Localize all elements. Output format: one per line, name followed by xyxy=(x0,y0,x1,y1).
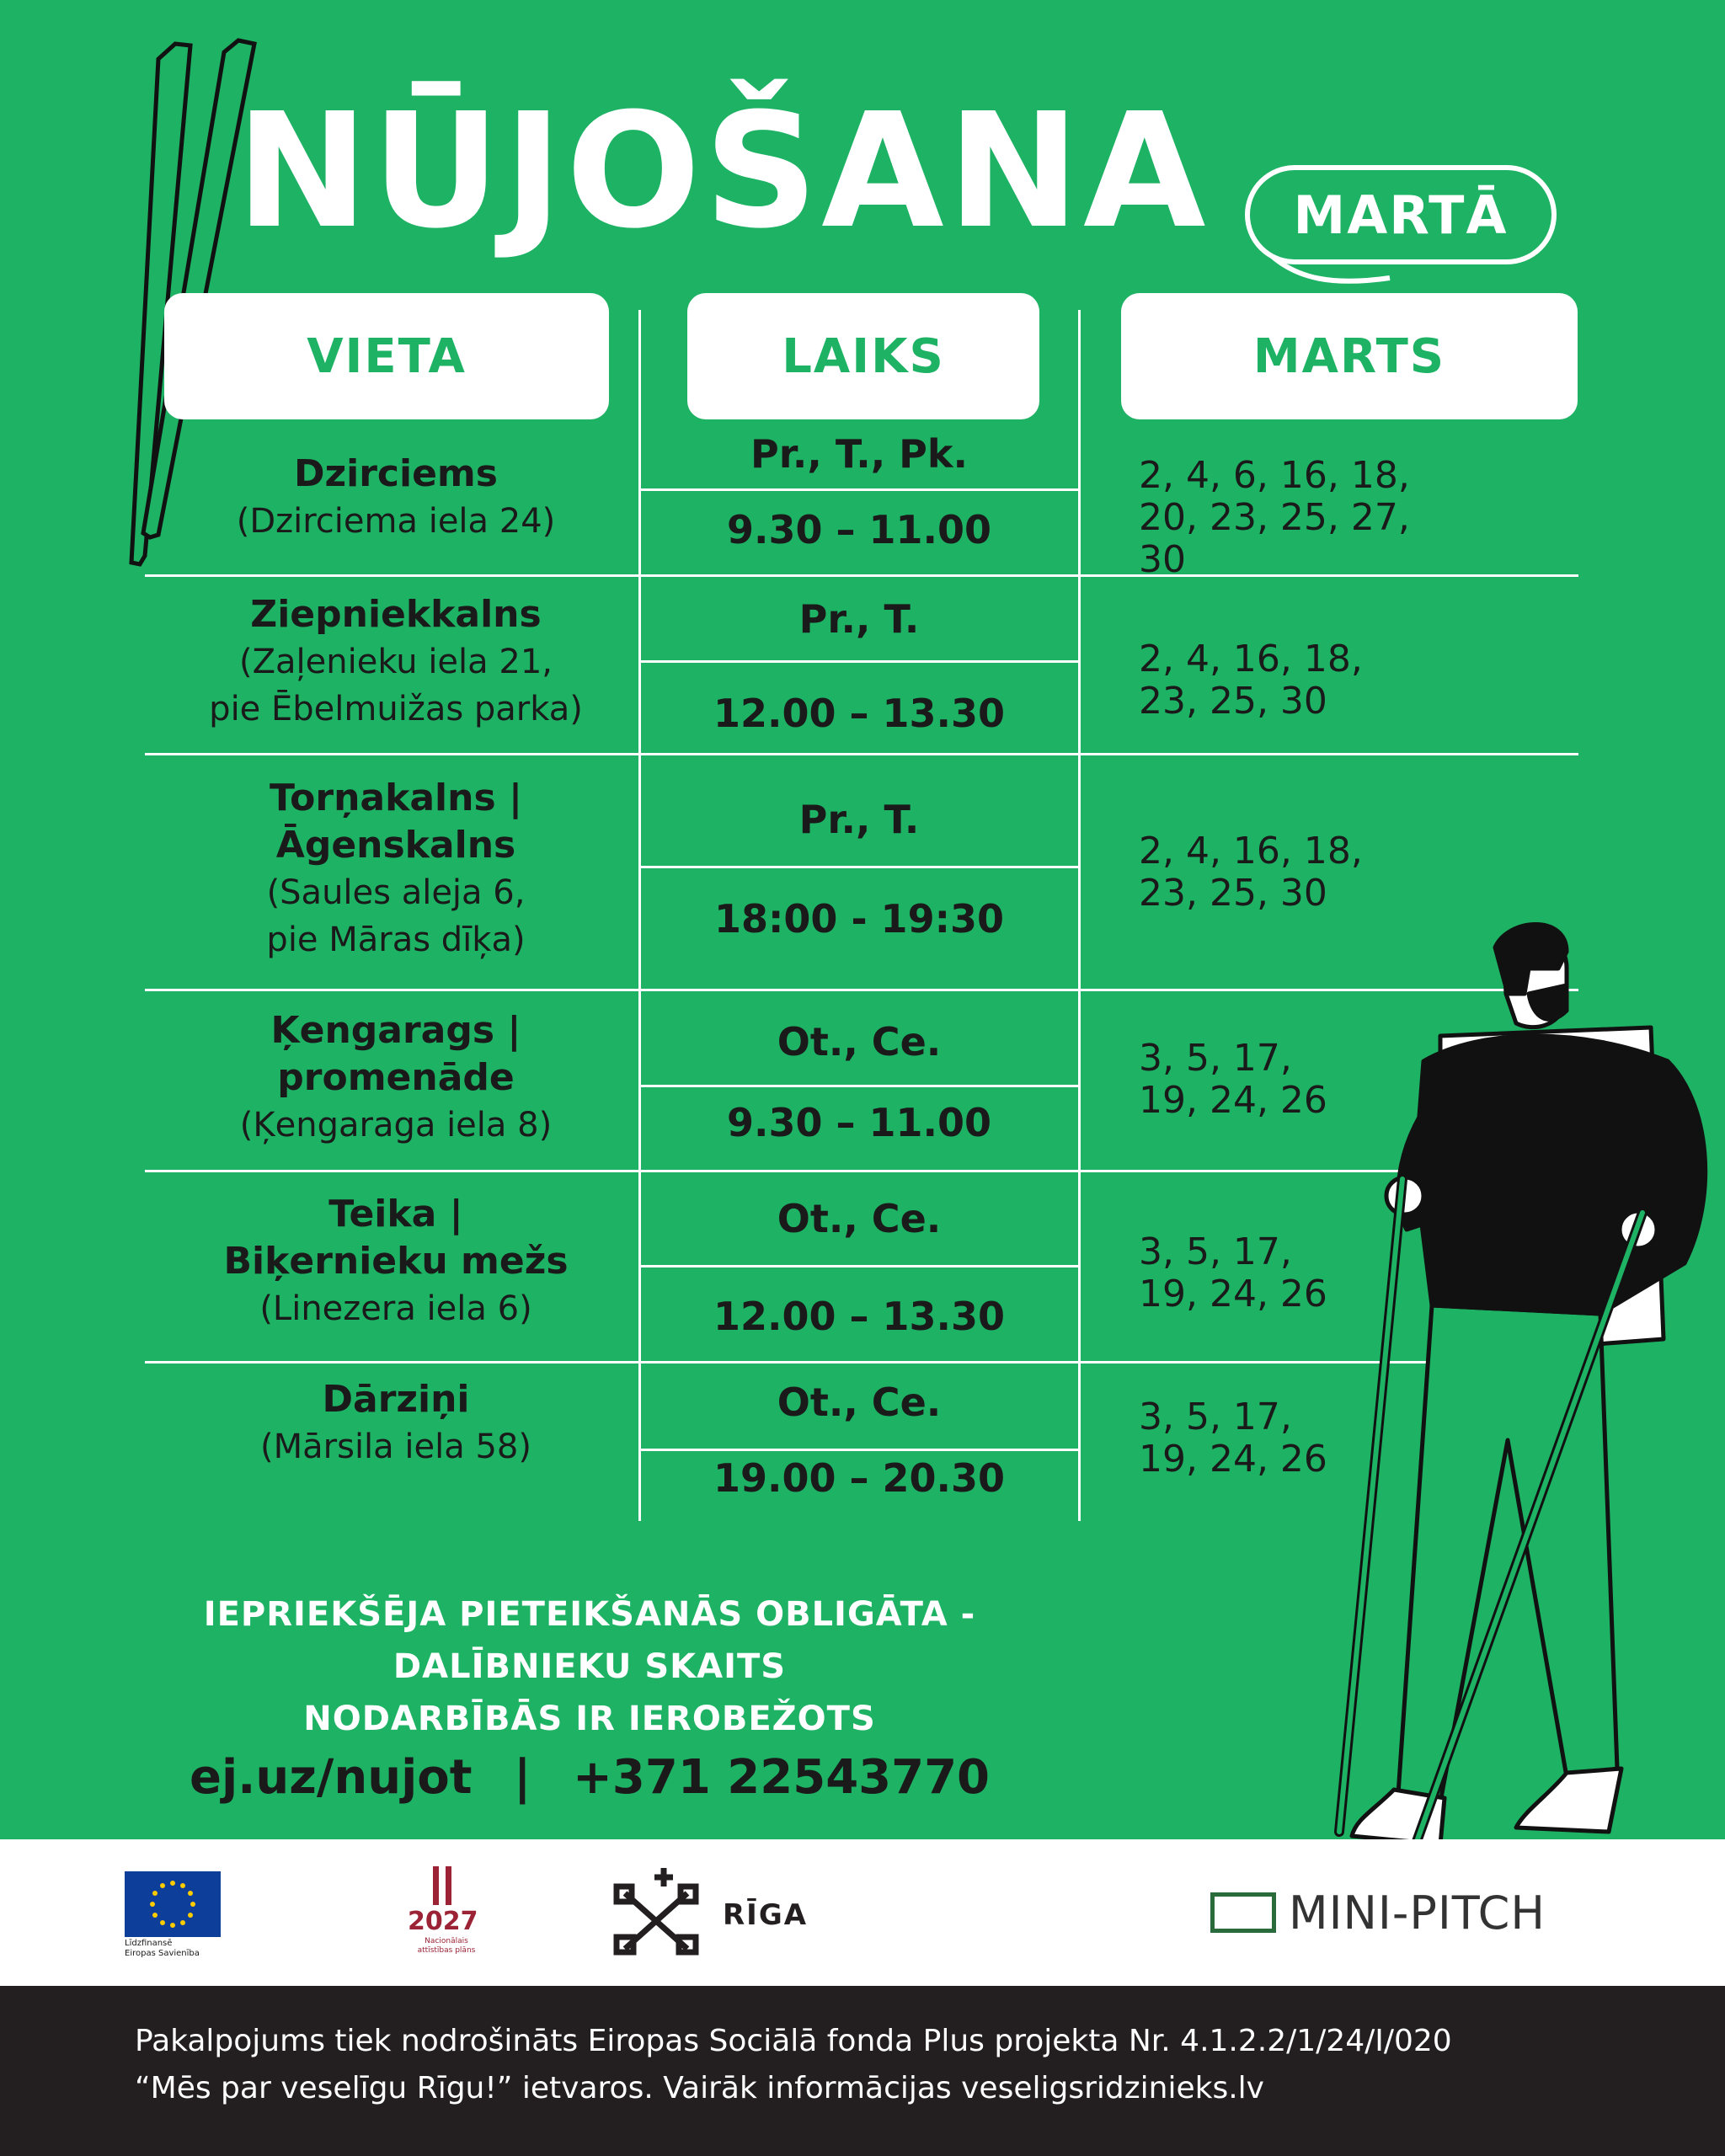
location-address: pie Ēbelmuižas parka) xyxy=(209,690,583,728)
nap-year: 2027 xyxy=(408,1907,478,1936)
schedule-days: Ot., Ce. xyxy=(777,1019,942,1065)
schedule-time: 9.30 – 11.00 xyxy=(726,1100,992,1145)
location-address: (Dzirciema iela 24) xyxy=(236,502,556,541)
nap-caption xyxy=(413,1937,480,1956)
schedule-dates xyxy=(1139,638,1459,723)
dates-line: 23, 25, 30 xyxy=(1139,872,1327,915)
contact-phone[interactable]: +371 22543770 xyxy=(572,1750,991,1805)
badge-swoosh xyxy=(1263,253,1398,295)
notice-line: DALĪBNIEKU SKAITS xyxy=(393,1647,787,1686)
hiker-illustration xyxy=(1314,918,1725,1878)
location-name: Dārziņi xyxy=(322,1378,470,1421)
dates-line: 3, 5, 17, xyxy=(1139,1037,1292,1080)
location-address: (Zaļenieku iela 21, xyxy=(239,643,553,681)
contact-separator: | xyxy=(514,1750,531,1805)
location-name: promenāde xyxy=(277,1056,515,1099)
grid-line xyxy=(638,1265,1078,1267)
riga-keys-icon xyxy=(613,1868,699,1956)
caption-line: Līdzfinansē xyxy=(125,1939,173,1948)
table-row-location xyxy=(147,775,644,963)
location-name: Teika | xyxy=(328,1193,463,1235)
table-row-location xyxy=(147,1376,644,1470)
location-name: Dzirciems xyxy=(294,452,498,495)
dates-line: 20, 23, 25, 27, 30 xyxy=(1139,496,1410,581)
footer-line: “Mēs par veselīgu Rīgu!” ietvaros. Vairāk informācijas veseligsridzinieks.lv xyxy=(135,2071,1264,2105)
grid-line xyxy=(1078,310,1081,1521)
grid-line xyxy=(638,1449,1078,1451)
location-address: (Saules aleja 6, xyxy=(266,873,526,912)
schedule-time: 9.30 – 11.00 xyxy=(726,507,992,552)
nap-logo-icon xyxy=(430,1866,455,1905)
contact-url[interactable]: ej.uz/nujot xyxy=(189,1750,473,1805)
page-title: NŪJOŠANA xyxy=(236,79,1210,264)
location-name: Ķengarags | xyxy=(270,1009,521,1052)
eu-caption xyxy=(125,1939,200,1959)
header-time: LAIKS xyxy=(687,293,1039,419)
schedule-days: Pr., T. xyxy=(798,596,920,642)
dates-line: 19, 24, 26 xyxy=(1139,1438,1327,1481)
table-row-location xyxy=(147,1007,644,1149)
dates-line: 3, 5, 17, xyxy=(1139,1230,1292,1273)
grid-line xyxy=(638,1085,1078,1087)
location-name: Ziepniekkalns xyxy=(250,593,542,636)
eu-flag-icon xyxy=(125,1871,221,1937)
dates-line: 23, 25, 30 xyxy=(1139,680,1327,723)
location-address: pie Māras dīķa) xyxy=(266,921,526,959)
dates-line: 2, 4, 6, 16, 18, xyxy=(1139,454,1410,497)
dates-line: 19, 24, 26 xyxy=(1139,1273,1327,1315)
footer-line: Pakalpojums tiek nodrošināts Eiropas Sociālā fonda Plus projekta Nr. 4.1.2.2/1/24/I/020 xyxy=(135,2024,1452,2058)
grid-line xyxy=(638,660,1078,663)
dates-line: 3, 5, 17, xyxy=(1139,1396,1292,1438)
registration-notice xyxy=(168,1588,1011,1745)
location-address: (Ķengaraga iela 8) xyxy=(239,1106,553,1145)
schedule-days: Pr., T., Pk. xyxy=(750,431,968,477)
location-address: (Mārsila iela 58) xyxy=(260,1428,531,1466)
table-row-location xyxy=(147,451,644,545)
schedule-dates xyxy=(1139,830,1459,915)
schedule-time: 12.00 – 13.30 xyxy=(713,1294,1006,1339)
caption-line: Eiropas Savienība xyxy=(125,1949,200,1958)
grid-line xyxy=(638,488,1078,491)
location-name: Torņakalns | xyxy=(269,776,523,819)
schedule-days: Ot., Ce. xyxy=(777,1380,942,1425)
caption-line: attīstības plāns xyxy=(417,1946,476,1955)
riga-label: RĪGA xyxy=(723,1898,809,1932)
footer-info xyxy=(0,1986,1725,2156)
table-row-location xyxy=(147,591,644,733)
caption-line: Nacionālais xyxy=(425,1937,468,1945)
location-address: (Linezera iela 6) xyxy=(259,1289,532,1328)
dates-line: 19, 24, 26 xyxy=(1139,1079,1327,1122)
notice-line: IEPRIEKŠĒJA PIETEIKŠANĀS OBLIGĀTA - xyxy=(203,1595,976,1634)
header-month: MARTS xyxy=(1121,293,1578,419)
dates-line: 2, 4, 16, 18, xyxy=(1139,830,1363,873)
schedule-time: 18:00 - 19:30 xyxy=(714,896,1004,942)
schedule-time: 19.00 – 20.30 xyxy=(713,1455,1006,1501)
dates-line: 2, 4, 16, 18, xyxy=(1139,638,1363,680)
grid-line xyxy=(638,866,1078,868)
table-row-location xyxy=(147,1191,644,1332)
contact-info xyxy=(168,1750,1011,1805)
schedule-days: Pr., T. xyxy=(798,797,920,842)
grid-line xyxy=(145,753,1578,755)
location-name: Biķernieku mežs xyxy=(223,1240,569,1283)
schedule-dates xyxy=(1139,455,1459,581)
header-place: VIETA xyxy=(164,293,609,419)
minipitch-frame-icon xyxy=(1210,1892,1276,1933)
location-name: Āgenskalns xyxy=(275,824,516,867)
minipitch-logo: MINI-PITCH xyxy=(1289,1886,1546,1940)
notice-line: NODARBĪBĀS IR IEROBEŽOTS xyxy=(303,1700,876,1738)
schedule-days: Ot., Ce. xyxy=(777,1196,942,1241)
month-badge: MARTĀ xyxy=(1245,165,1557,264)
schedule-time: 12.00 – 13.30 xyxy=(713,691,1006,736)
